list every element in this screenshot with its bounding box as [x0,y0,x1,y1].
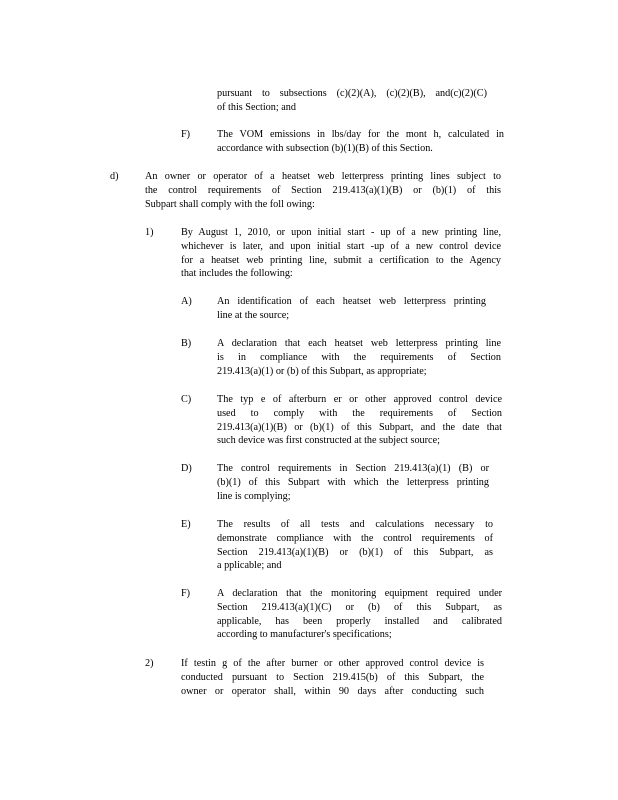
text-line: demonstrate compliance with the control requirements of [217,532,493,544]
text-line: conducted pursuant to Section 219.415(b) of this Subpart, the [181,671,484,683]
text-line: Section 219.413(a)(1)(C) or (b) of this Subpart, as [217,601,502,613]
text-line: according to manufacturer's specifications; [217,629,392,641]
text-line: By August 1, 2010, or upon initial start - up of a new printing line, [181,227,501,238]
section-d-text [145,170,501,211]
text-line: 219.413(a)(1) or (b) of this Subpart, as appropriate; [217,365,427,377]
subitem-b-text [217,337,501,378]
item-prev-f-text [217,128,504,156]
text-line: the control requirements of Section 219.413(a)(1)(B) or (b)(1) of this [145,184,501,196]
subitem-a-text [217,295,486,323]
text-line: owner or operator shall, within 90 days after conducting such [181,685,484,697]
text-line: 219.413(a)(1)(B) or (b)(1) of this Subpart, and the date that [217,421,502,433]
text-line: line is complying; [217,490,291,502]
text-line: is in compliance with the requirements of Section [217,351,501,363]
text-line: If testin g of the after burner or other approved control device is [181,658,484,669]
text-line: Subpart shall comply with the foll owing: [145,198,315,210]
text-line: such device was first constructed at the subject source; [217,435,440,447]
subitem-e-text [217,518,493,573]
text-line: The results of all tests and calculations necessary to [217,519,493,530]
text-line: An identification of each heatset web letterpress printing [217,296,486,307]
text-line: whichever is later, and upon initial start -up of a new control device [181,240,501,252]
subitem-d-label: D) [181,463,192,474]
subitem-a-label: A) [181,296,192,307]
text-line: line at the source; [217,309,290,321]
subitem-d-text [217,462,489,503]
text-line: that includes the following: [181,268,293,280]
text-line: of this Section; and [217,101,296,113]
subitem-e-label: E) [181,519,191,530]
item-2-text [181,657,484,698]
subitem-f-label: F) [181,588,191,599]
text-line: Section 219.413(a)(1)(B) or (b)(1) of this Subpart, as [217,546,493,558]
text-line: (b)(1) of this Subpart with which the letterpress printing [217,476,489,488]
text-line: The control requirements in Section 219.413(a)(1) (B) or [217,463,489,474]
text-line: a pplicable; and [217,560,282,572]
text-line: used to comply with the requirements of Section [217,407,502,419]
subitem-c-text [217,393,502,448]
text-line: An owner or operator of a heatset web letterpress printing lines subject to [145,171,501,182]
text-line: The typ e of afterburn er or other approved control device [217,394,502,405]
text-line: pursuant to subsections (c)(2)(A), (c)(2)(B), and(c)(2)(C) [217,88,487,99]
text-line: A declaration that each heatset web letterpress printing line [217,338,501,349]
subitem-c-label: C) [181,394,192,405]
text-line: for a heatset web printing line, submit a certification to the Agency [181,254,501,266]
item-1-label: 1) [145,227,154,238]
text-line: A declaration that the monitoring equipment required under [217,588,502,599]
text-line: The VOM emissions in lbs/day for the mont h, calculated in [217,129,504,140]
text-line: applicable, has been properly installed and calibrated [217,615,502,627]
item-2-label: 2) [145,658,154,669]
text-line: accordance with subsection (b)(1)(B) of this Section. [217,142,433,154]
section-d-label: d) [110,171,119,182]
subitem-b-label: B) [181,338,192,349]
subitem-f-text [217,587,502,642]
item-label-prev-f: F) [181,129,191,140]
item-1-text [181,226,501,281]
continuation-text [217,87,487,115]
